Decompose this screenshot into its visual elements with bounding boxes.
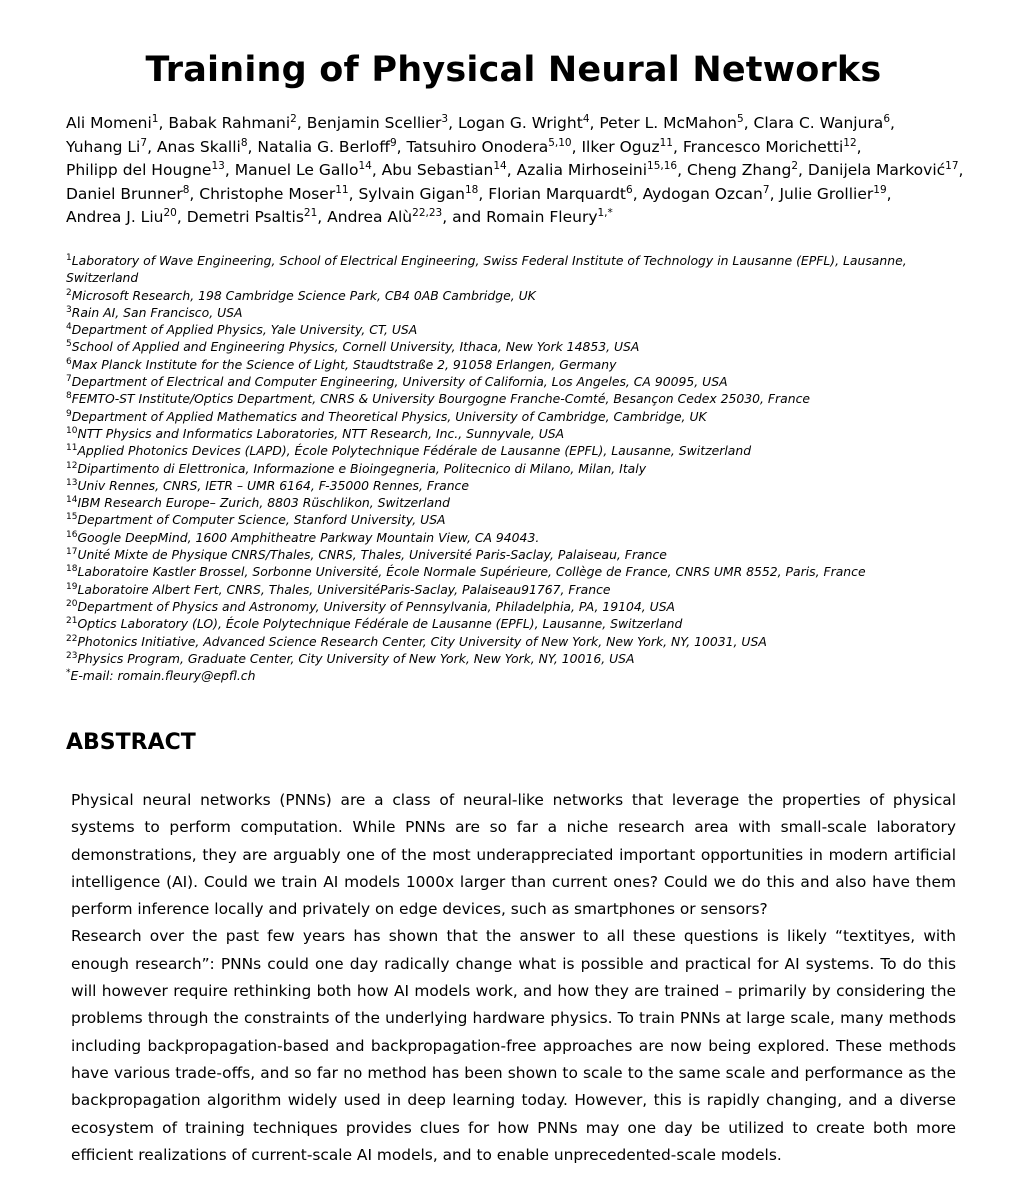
affiliation-number: 16: [66, 529, 78, 540]
author-affiliation-mark: 14: [358, 160, 372, 173]
affiliation-text: Rain AI, San Francisco, USA: [71, 304, 243, 320]
affiliation-number: 21: [66, 616, 78, 627]
affiliation-number: 7: [66, 374, 72, 385]
author-name: Tatsuhiro Onodera: [406, 137, 549, 156]
author-affiliation-mark: 6: [883, 113, 890, 125]
author-affiliation-mark: 2: [791, 160, 799, 173]
author-name: Clara C. Wanjura: [753, 114, 884, 132]
author-affiliation-mark: 1: [151, 113, 159, 125]
affiliation: [66, 425, 966, 442]
author: [168, 114, 297, 132]
affiliation-text: Google DeepMind, 1600 Amphitheatre Parkway Mountain View, CA 94043.: [77, 529, 540, 545]
affiliation: [66, 304, 966, 321]
author-name: Francesco Morichetti: [682, 137, 844, 156]
author-name: Natalia G. Berloff: [257, 137, 390, 156]
affiliation-number: 22: [66, 633, 78, 644]
author-name: Danijela Marković: [807, 161, 946, 180]
abstract-heading: ABSTRACT: [66, 730, 196, 755]
author: [754, 114, 890, 132]
author-affiliation-mark: 13: [211, 160, 225, 173]
author: [581, 138, 673, 156]
author: [66, 208, 177, 226]
affiliation: [66, 252, 966, 287]
author-list: Ali Momeni$^1$, Babak Rahmani$^2$, Benjamin Scellier$^3$, Logan G. Wright$^4$, Peter L. McMahon$^5$, Clara C. Wanjura$^6$, Yuhang Li$^7$, Anas Skalli$^8$, Natalia G. Berloff$^9$, Tatsuhiro Onodera$^{5,10}$, Ilker Oguz$^{11}$, Francesco Morichetti$^{12}$, Philipp del Hougne$^{13}$, Manuel Le Gallo$^{14}$, Abu Sebastian$^{14}$, Azalia Mirhoseini$^{15,16}$, Cheng Zhang$^2$, Danijela Marković$^{17}$, Daniel Brunner$^8$, Christophe Moser$^{11}$, Sylvain Gigan$^{18}$, Florian Marquardt$^6$, Aydogan Ozcan$^7$, Julie Grollier$^{19}$, Andrea J. Liu$^{20}$, Demetri Psaltis$^{21}$, Andrea Alù$^{22,23}$, and Romain Fleury$^{1,*}$: [66, 113, 964, 227]
author-name: Manuel Le Gallo: [234, 161, 359, 180]
affiliation: [66, 615, 966, 632]
author-name: Aydogan Ozcan: [642, 184, 763, 203]
affiliation: [66, 356, 966, 373]
author-name: Benjamin Scellier: [306, 114, 442, 132]
author: [517, 161, 677, 179]
author-affiliation-mark: 17: [945, 160, 959, 173]
author: [257, 138, 396, 156]
author-name: Ali Momeni: [66, 114, 152, 132]
author-affiliation-mark: 2: [290, 113, 297, 125]
affiliation-number: 2: [66, 287, 72, 298]
affiliation: [66, 408, 966, 425]
author: [488, 185, 632, 203]
affiliation-text: Photonics Initiative, Advanced Science Research Center, City University of New York, New York, NY, 10031, USA: [77, 633, 767, 649]
author-affiliation-mark: 8: [182, 183, 190, 196]
author-name: Yuhang Li: [66, 137, 141, 156]
affiliation-number: 6: [66, 356, 72, 367]
affiliation: [66, 529, 966, 546]
abstract-body: [71, 787, 956, 1169]
affiliation-text: Dipartimento di Elettronica, Informazione e Bioingegneria, Politecnico di Milano, Milan, Italy: [77, 460, 647, 476]
affiliation-text: FEMTO-ST Institute/Optics Department, CNRS & University Bourgogne Franche-Comté, Besançon Cedex 25030, France: [71, 391, 811, 407]
author: [599, 114, 743, 132]
affiliation-number: *: [66, 668, 71, 679]
affiliation-text: NTT Physics and Informatics Laboratories, NTT Research, Inc., Sunnyvale, USA: [77, 425, 565, 441]
affiliation-number: 10: [66, 425, 78, 436]
author-affiliation-mark: 19: [873, 183, 887, 196]
author-name: Sylvain Gigan: [358, 184, 465, 203]
affiliation: [66, 442, 966, 459]
author: [643, 185, 770, 203]
author-affiliation-mark: 14: [493, 160, 507, 173]
affiliation-number: 12: [66, 460, 78, 471]
affiliation: [66, 633, 966, 650]
affiliation-text: Microsoft Research, 198 Cambridge Science Park, CB4 0AB Cambridge, UK: [71, 287, 536, 303]
author: [779, 185, 886, 203]
author-affiliation-mark: 15,16: [647, 160, 678, 173]
affiliation-text: IBM Research Europe– Zurich, 8803 Rüschlikon, Switzerland: [77, 495, 450, 511]
affiliation-text: Department of Physics and Astronomy, University of Pennsylvania, Philadelphia, PA, 19104, USA: [77, 598, 676, 614]
affiliation: [66, 667, 966, 684]
author: [66, 114, 158, 132]
affiliation-number: 23: [66, 650, 78, 661]
affiliation: [66, 546, 966, 563]
author-affiliation-mark: 18: [464, 183, 479, 196]
affiliation: [66, 477, 966, 494]
author-name: Azalia Mirhoseini: [516, 161, 648, 180]
affiliation-number: 17: [66, 547, 78, 558]
author-affiliation-mark: 9: [389, 136, 397, 149]
affiliation-text: Unité Mixte de Physique CNRS/Thales, CNRS, Thales, Université Paris-Saclay, Palaiseau, France: [77, 547, 667, 563]
author-name: Christophe Moser: [199, 184, 336, 203]
author-affiliation-mark: 11: [335, 183, 349, 196]
author: [452, 208, 613, 226]
author-affiliation-mark: 21: [303, 207, 318, 220]
author-affiliation-mark: 1,*: [597, 207, 613, 220]
affiliation-text: Applied Photonics Devices (LAPD), École Polytechnique Fédérale de Lausanne (EPFL), Lausanne, Switzerland: [77, 443, 752, 459]
author-name: and Romain Fleury: [452, 208, 598, 227]
affiliation-text: Laboratoire Albert Fert, CNRS, Thales, UniversitéParis-Saclay, Palaiseau91767, France: [77, 581, 611, 597]
author-affiliation-mark: 8: [240, 136, 248, 149]
affiliation: [66, 598, 966, 615]
affiliation-number: 8: [66, 391, 72, 402]
author-affiliation-mark: 11: [659, 136, 673, 149]
author: [407, 138, 572, 156]
affiliation-number: 19: [66, 581, 78, 592]
affiliation-number: 9: [66, 408, 72, 419]
affiliation-text: Department of Electrical and Computer Engineering, University of California, Los Angeles, CA 90095, USA: [71, 374, 728, 390]
affiliation-number: 1: [66, 253, 72, 263]
author-affiliation-mark: 7: [140, 136, 148, 149]
affiliation-text: Physics Program, Graduate Center, City University of New York, New York, NY, 10016, USA: [77, 650, 635, 666]
author-affiliation-mark: 7: [762, 183, 770, 196]
author-affiliation-mark: 22,23: [412, 207, 443, 220]
author-name: Daniel Brunner: [66, 184, 183, 203]
affiliation-text: E-mail: romain.fleury@epfl.ch: [70, 668, 256, 684]
abstract-paragraph: Physical neural networks (PNNs) are a class of neural-like networks that leverage the properties of physical systems to perform computation. While PNNs are so far a niche research area with small-scale laboratory demonstrations, they are arguably one of the most underappreciated important opportunities in modern artificial intelligence (AI). Could we train AI models 1000x larger than current ones? Could we do this and also have them perform inference locally and privately on edge devices, such as smartphones or sensors?: [71, 791, 956, 919]
affiliation-text: Laboratory of Wave Engineering, School of Electrical Engineering, Swiss Federal Institute of Technology in Lausanne (EPFL), Lausanne, Switzerland: [66, 253, 907, 286]
affiliation: [66, 581, 966, 598]
author: [687, 161, 798, 179]
affiliation: [66, 390, 966, 407]
author: [808, 161, 959, 179]
affiliation-text: Department of Computer Science, Stanford University, USA: [77, 512, 446, 528]
author-affiliation-mark: 5,10: [548, 136, 572, 149]
affiliation-text: Optics Laboratory (LO), École Polytechnique Fédérale de Lausanne (EPFL), Lausanne, Switzerland: [77, 616, 683, 632]
author: [187, 208, 318, 226]
author: [382, 161, 507, 179]
affiliation: [66, 321, 966, 338]
author-affiliation-mark: 5: [737, 113, 744, 125]
author: [66, 185, 189, 203]
affiliation: [66, 650, 966, 667]
author: [199, 185, 348, 203]
author-name: Cheng Zhang: [686, 161, 792, 180]
author-affiliation-mark: 12: [843, 136, 857, 149]
affiliation-number: 14: [66, 495, 78, 506]
author: [66, 161, 225, 179]
affiliation-text: Department of Applied Mathematics and Theoretical Physics, University of Cambridge, Cambridge, UK: [71, 408, 707, 424]
affiliation-text: Max Planck Institute for the Science of Light, Staudtstraße 2, 91058 Erlangen, Germany: [71, 356, 617, 372]
author: [358, 185, 478, 203]
affiliation: [66, 287, 966, 304]
affiliation: [66, 460, 966, 477]
paper-title: Training of Physical Neural Networks: [145, 50, 882, 90]
affiliation-number: 15: [66, 512, 78, 523]
affiliation-text: Laboratoire Kastler Brossel, Sorbonne Université, École Normale Supérieure, Collège de France, CNRS UMR 8552, Paris, France: [77, 564, 866, 580]
affiliation-text: Department of Applied Physics, Yale University, CT, USA: [71, 322, 418, 338]
affiliation-number: 18: [66, 564, 78, 575]
author: [307, 114, 448, 132]
affiliation: [66, 494, 966, 511]
abstract-paragraph: Research over the past few years has shown that the answer to all these questions is likely “textityes, with enough research”: PNNs could one day radically change what is possible and practical for AI systems. To do this will however require rethinking both how AI models work, and how they are trained – primarily by considering the problems through the constraints of the underlying hardware physics. To train PNNs at large scale, many methods including backpropagation-based and backpropagation-free approaches are now being explored. These methods have various trade-offs, and so far no method has been shown to scale to the same scale and performance as the backpropagation algorithm widely used in deep learning today. However, this is rapidly changing, and a diverse ecosystem of training techniques provides clues for how PNNs may one day be utilized to create both more efficient realizations of current-scale AI models, and to enable unprecedented-scale models.: [71, 927, 956, 1164]
author-name: Julie Grollier: [779, 184, 874, 203]
author-name: Florian Marquardt: [488, 184, 627, 203]
affiliation-text: School of Applied and Engineering Physics, Cornell University, Ithaca, New York 14853, USA: [71, 339, 640, 355]
author-name: Philipp del Hougne: [66, 161, 212, 180]
affiliation-number: 20: [66, 598, 78, 609]
author-name: Andrea J. Liu: [66, 208, 164, 227]
affiliation: [66, 511, 966, 528]
affiliation: [66, 373, 966, 390]
affiliation-number: 3: [66, 304, 72, 315]
author-name: Logan G. Wright: [457, 114, 583, 132]
affiliation-number: 5: [66, 339, 72, 350]
affiliation-text: Univ Rennes, CNRS, IETR – UMR 6164, F-35000 Rennes, France: [77, 477, 469, 493]
affiliation-number: 13: [66, 477, 78, 488]
affiliation-number: 11: [66, 443, 78, 454]
author: [157, 138, 248, 156]
author-affiliation-mark: 20: [163, 207, 177, 220]
affiliation: [66, 563, 966, 580]
author-name: Ilker Oguz: [581, 137, 660, 156]
author-name: Demetri Psaltis: [186, 208, 304, 227]
author: [683, 138, 857, 156]
affiliation-list: [66, 252, 966, 684]
affiliation: [66, 338, 966, 355]
author-affiliation-mark: 3: [441, 113, 449, 125]
author: [66, 138, 147, 156]
author-name: Abu Sebastian: [381, 161, 494, 180]
author-affiliation-mark: 4: [582, 113, 590, 125]
author-name: Babak Rahmani: [168, 114, 291, 132]
author: [458, 114, 590, 132]
affiliation-number: 4: [66, 322, 72, 333]
author-name: Andrea Alù: [327, 208, 413, 227]
author-name: Anas Skalli: [156, 137, 241, 156]
author-name: Peter L. McMahon: [599, 114, 737, 132]
author: [327, 208, 442, 226]
author-affiliation-mark: 6: [626, 183, 633, 196]
author: [235, 161, 372, 179]
